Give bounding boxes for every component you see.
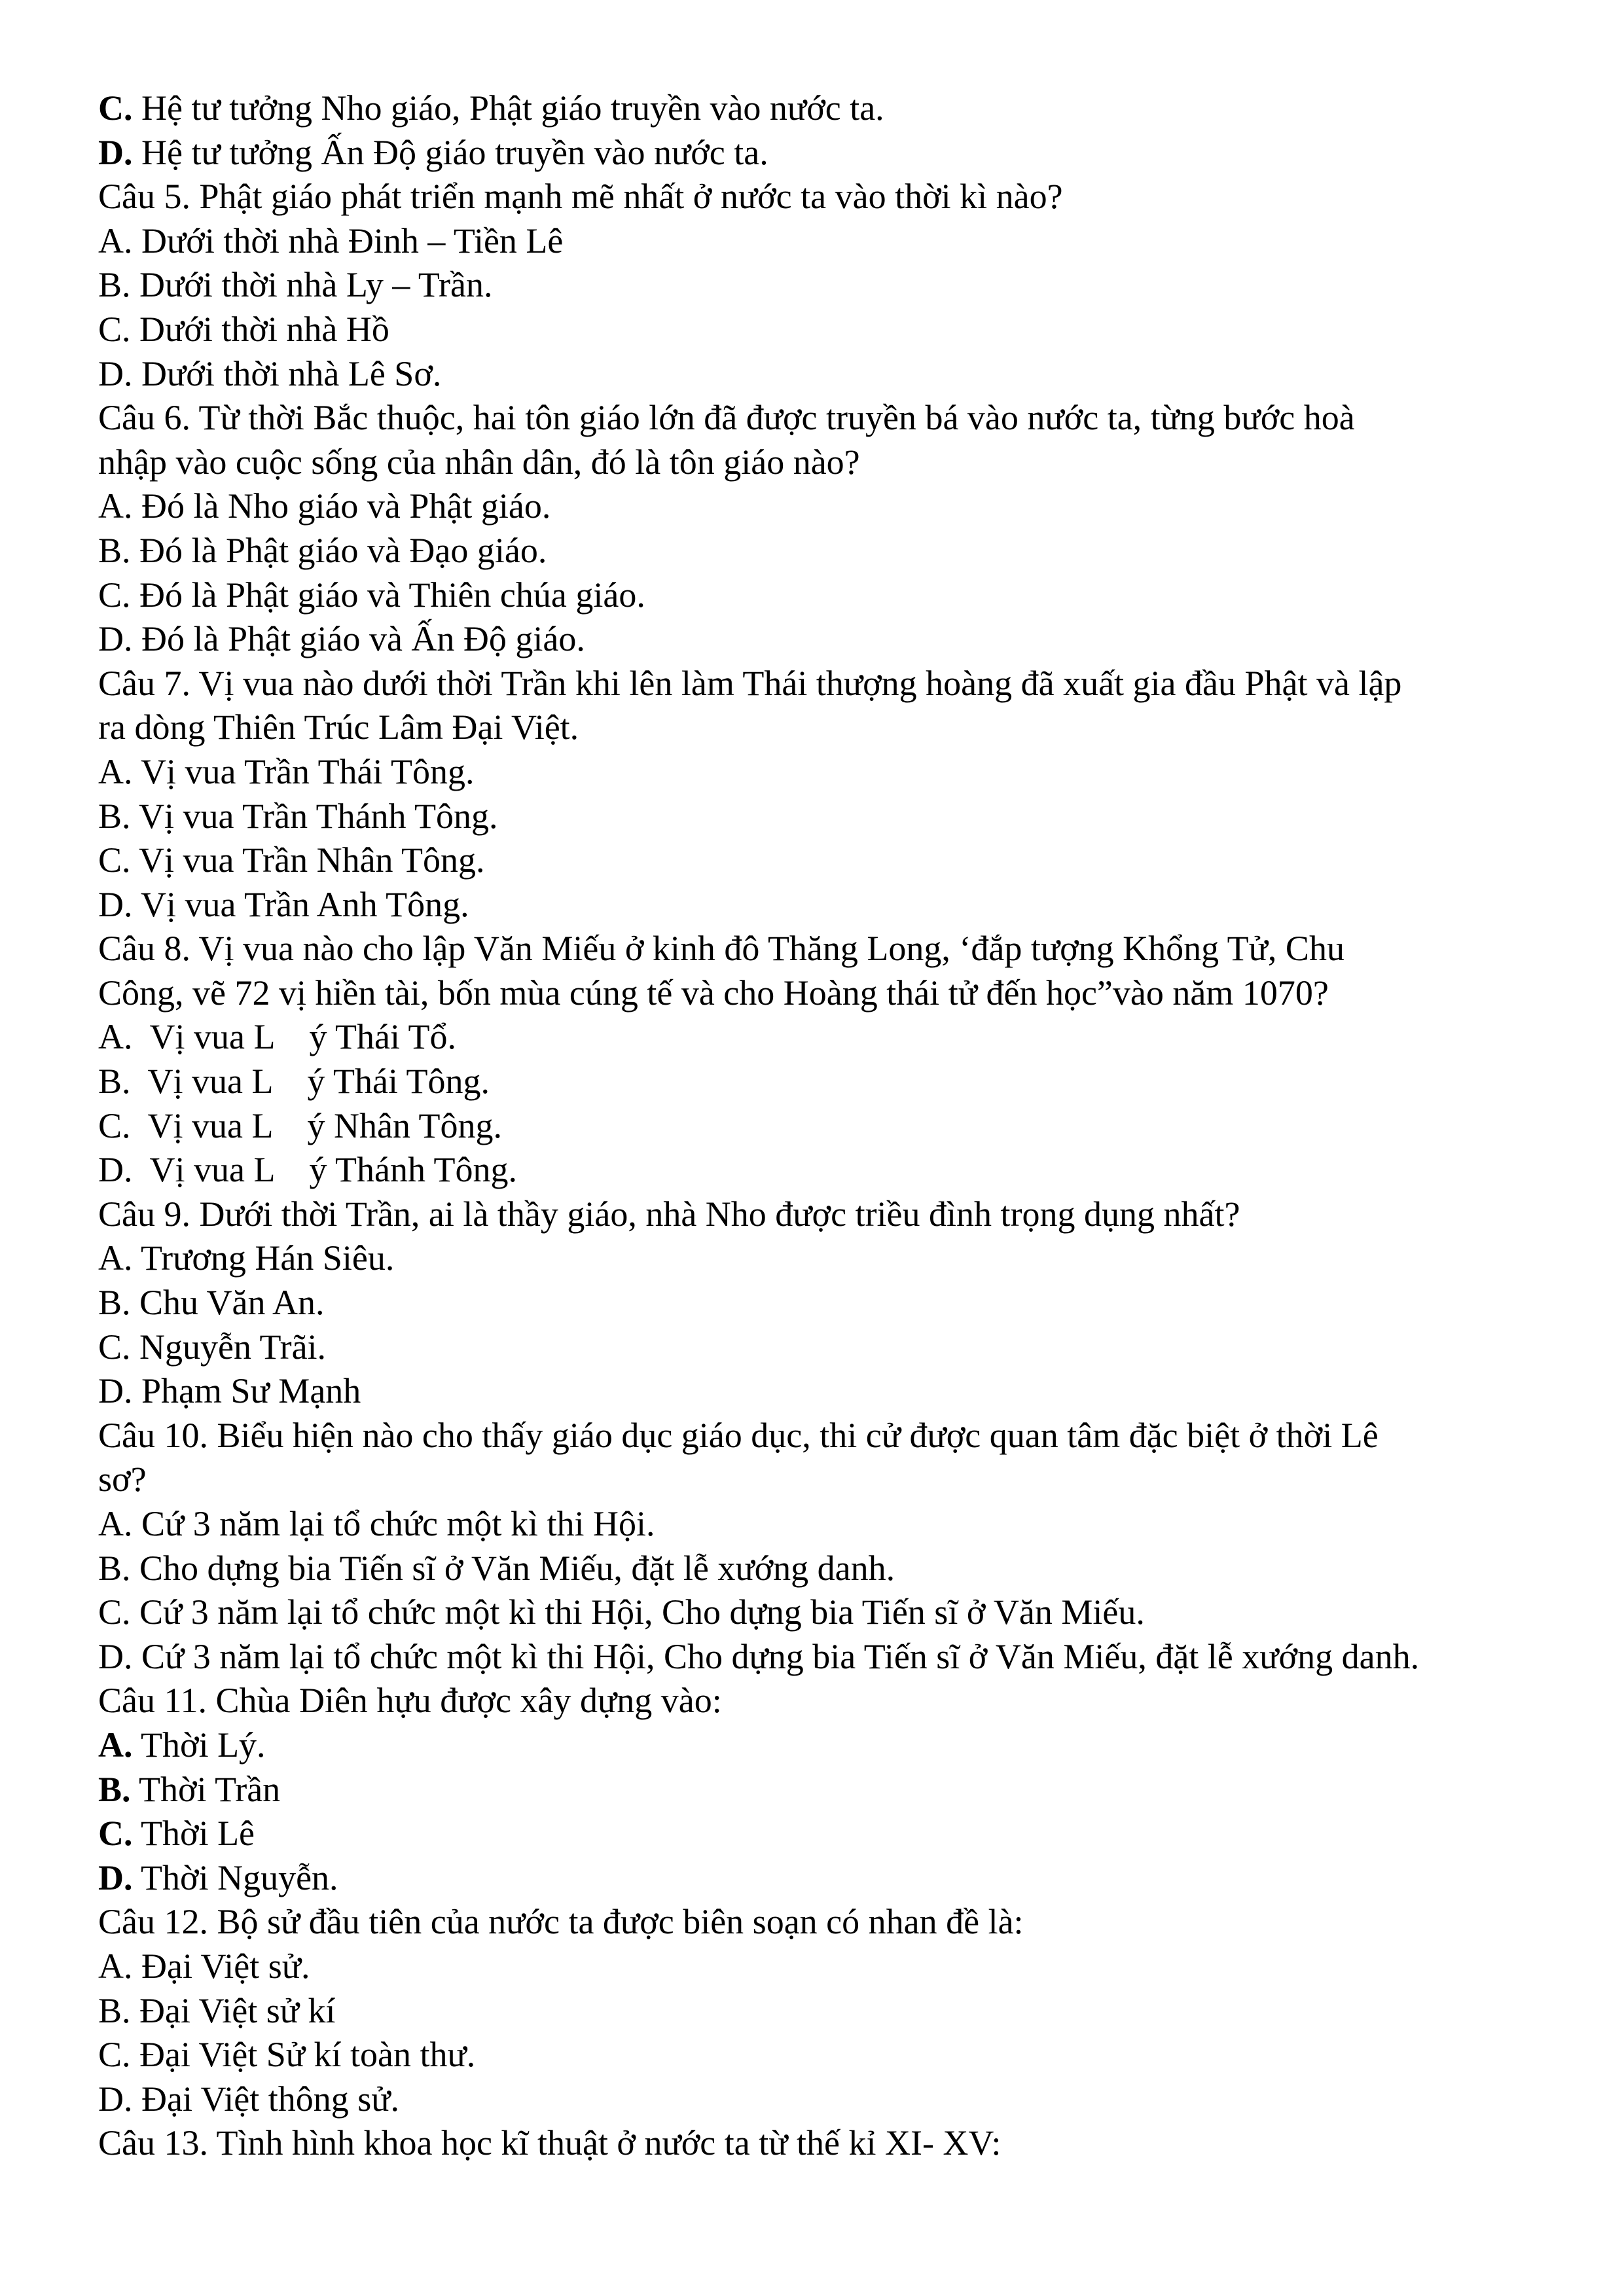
document-line [98,529,1538,573]
document-line [98,1723,1538,1768]
document-line [98,1900,1538,1945]
document-line [98,1458,1538,1502]
line-text: C. Đó là Phật giáo và Thiên chúa giáo. [98,575,645,615]
document-line [98,131,1538,175]
line-text: Câu 5. Phật giáo phát triển mạnh mẽ nhất ở nước ta vào thời kì nào? [98,177,1063,217]
document-line [98,2121,1538,2166]
document-line [98,2077,1538,2122]
line-text: ra dòng Thiên Trúc Lâm Đại Việt. [98,708,579,747]
document-line [98,1679,1538,1723]
document-line [98,1547,1538,1591]
line-text: C. Cứ 3 năm lại tổ chức một kì thi Hội, Cho dựng bia Tiến sĩ ở Văn Miếu. [98,1592,1145,1632]
document-line [98,1414,1538,1458]
option-label: B. [98,1769,131,1809]
line-text: Thời Lý. [132,1725,266,1765]
line-text: A. Cứ 3 năm lại tổ chức một kì thi Hội. [98,1504,655,1543]
document-body [98,86,1538,2166]
line-text: C. Vị vua Trần Nhân Tông. [98,840,485,880]
document-line [98,1369,1538,1414]
line-text: nhập vào cuộc sống của nhân dân, đó là tôn giáo nào? [98,442,860,482]
document-line [98,263,1538,308]
option-label: C. [98,88,133,128]
document-line [98,838,1538,883]
line-text: Câu 12. Bộ sử đầu tiên của nước ta được biên soạn có nhan đề là: [98,1902,1024,1942]
document-line [98,662,1538,706]
line-text: D. Phạm Sư Mạnh [98,1371,361,1411]
document-line [98,1060,1538,1104]
line-text: Câu 10. Biểu hiện nào cho thấy giáo dục giáo dục, thi cử được quan tâm đặc biệt ở thời Lê [98,1415,1379,1455]
document-line [98,573,1538,618]
line-text: D. Vị vua Trần Anh Tông. [98,884,469,924]
line-text: A. Đó là Nho giáo và Phật giáo. [98,486,551,526]
line-text: B. Đại Việt sử kí [98,1990,336,2030]
document-line [98,175,1538,219]
line-text: D. Đại Việt thông sử. [98,2079,400,2119]
line-text: Hệ tư tưởng Nho giáo, Phật giáo truyền vào nước ta. [132,88,884,128]
option-label: D. [98,1857,133,1897]
line-text: B. Vị vua Trần Thánh Tông. [98,796,498,836]
line-text: sơ? [98,1460,147,1499]
line-text: A. Vị vua Trần Thái Tông. [98,751,475,791]
line-text: A. Trương Hán Siêu. [98,1238,395,1278]
line-text: D. Vị vua L ý Thánh Tông. [98,1150,517,1190]
document-line [98,1148,1538,1193]
document-line [98,795,1538,839]
line-text: Hệ tư tưởng Ấn Độ giáo truyền vào nước ta. [132,132,768,172]
document-line [98,1590,1538,1635]
document-line [98,1989,1538,2034]
document-line [98,1236,1538,1281]
document-line [98,1325,1538,1370]
document-line [98,1015,1538,1060]
option-label: A. [98,1725,133,1765]
document-line [98,1281,1538,1325]
line-text: Thời Lê [132,1814,255,1854]
line-text: Câu 7. Vị vua nào dưới thời Trần khi lên làm Thái thượng hoàng đã xuất gia đầu Phật và lập [98,663,1402,703]
document-line [98,396,1538,440]
line-text: Thời Trần [130,1769,281,1809]
line-text: B. Chu Văn An. [98,1283,325,1323]
document-line [98,1193,1538,1237]
line-text: A. Vị vua L ý Thái Tổ. [98,1017,456,1057]
document-line [98,219,1538,264]
option-label: D. [98,132,133,172]
line-text: Câu 13. Tình hình khoa học kĩ thuật ở nước ta từ thế kỉ XI- XV: [98,2123,1001,2163]
line-text: D. Cứ 3 năm lại tổ chức một kì thi Hội, Cho dựng bia Tiến sĩ ở Văn Miếu, đặt lễ xướng danh. [98,1636,1420,1676]
line-text: B. Dưới thời nhà Ly – Trần. [98,265,493,305]
option-label: C. [98,1814,133,1854]
document-line [98,440,1538,485]
document-line [98,1812,1538,1856]
line-text: Câu 6. Từ thời Bắc thuộc, hai tôn giáo lớn đã được truyền bá vào nước ta, từng bước hoà [98,398,1355,438]
line-text: Thời Nguyễn. [132,1857,338,1897]
document-line [98,1945,1538,1989]
line-text: B. Đó là Phật giáo và Đạo giáo. [98,530,547,570]
document-line [98,1856,1538,1901]
line-text: C. Đại Việt Sử kí toàn thư. [98,2035,476,2075]
line-text: B. Cho dựng bia Tiến sĩ ở Văn Miếu, đặt lễ xướng danh. [98,1548,895,1588]
document-line [98,750,1538,795]
line-text: A. Dưới thời nhà Đinh – Tiền Lê [98,221,564,260]
line-text: Câu 9. Dưới thời Trần, ai là thầy giáo, nhà Nho được triều đình trọng dụng nhất? [98,1194,1240,1234]
line-text: D. Đó là Phật giáo và Ấn Độ giáo. [98,619,585,659]
line-text: C. Vị vua L ý Nhân Tông. [98,1105,502,1145]
document-line [98,883,1538,927]
line-text: Câu 8. Vị vua nào cho lập Văn Miếu ở kinh đô Thăng Long, ‘đắp tượng Khổng Tử, Chu [98,929,1344,969]
document-line [98,927,1538,971]
document-line [98,484,1538,529]
document-line [98,2033,1538,2077]
line-text: B. Vị vua L ý Thái Tông. [98,1062,490,1102]
line-text: C. Nguyễn Trãi. [98,1327,327,1367]
line-text: A. Đại Việt sử. [98,1946,310,1986]
document-line [98,308,1538,352]
document-line [98,352,1538,397]
line-text: Công, vẽ 72 vị hiền tài, bốn mùa cúng tế và cho Hoàng thái tử đến học”vào năm 1070? [98,973,1329,1013]
document-line [98,971,1538,1016]
document-line [98,1104,1538,1149]
document-line [98,1635,1538,1679]
line-text: C. Dưới thời nhà Hồ [98,309,389,349]
line-text: Câu 11. Chùa Diên hựu được xây dựng vào: [98,1681,722,1721]
document-line [98,86,1538,131]
line-text: D. Dưới thời nhà Lê Sơ. [98,353,442,393]
document-line [98,617,1538,662]
document-line [98,1768,1538,1812]
document-line [98,1502,1538,1547]
document-line [98,706,1538,750]
